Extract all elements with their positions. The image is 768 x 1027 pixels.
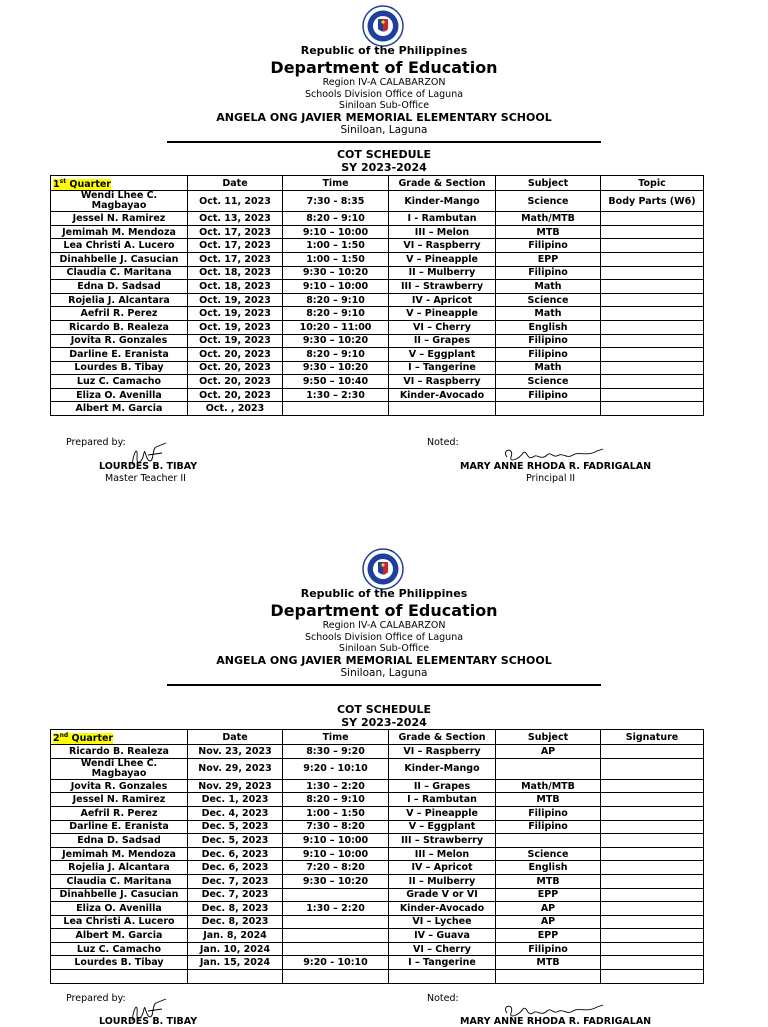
deped-seal-icon [362, 548, 404, 590]
grade-section-cell: V – Pineapple [389, 806, 496, 820]
date-cell: Oct. 17, 2023 [188, 239, 283, 253]
schedule-title: COT SCHEDULE [336, 148, 432, 161]
extra-cell [601, 915, 704, 929]
date-cell: Oct. 18, 2023 [188, 266, 283, 280]
subject-cell: EPP [496, 252, 601, 266]
time-cell: 8:20 – 9:10 [283, 307, 389, 321]
date-cell: Dec. 7, 2023 [188, 888, 283, 902]
subject-cell: Science [496, 847, 601, 861]
subject-cell: Filipino [496, 942, 601, 956]
teacher-cell: Rojelia J. Alcantara [51, 293, 188, 307]
subject-cell: MTB [496, 225, 601, 239]
grade-section-cell: V – Pineapple [389, 307, 496, 321]
grade-section-cell: III – Strawberry [389, 834, 496, 848]
date-cell: Oct. 20, 2023 [188, 375, 283, 389]
header-topic: Topic [601, 176, 704, 191]
schedule-table-q2 [50, 729, 704, 984]
subject-cell: AP [496, 902, 601, 916]
extra-cell [601, 745, 704, 759]
subject-cell: MTB [496, 874, 601, 888]
time-cell: 9:30 – 10:20 [283, 361, 389, 375]
department-title: Department of Education [270, 58, 498, 77]
date-cell: Oct. 17, 2023 [188, 225, 283, 239]
subject-cell: Science [496, 375, 601, 389]
header-grade-section: Grade & Section [389, 730, 496, 745]
table-row [51, 793, 704, 807]
grade-section-cell: VI – Raspberry [389, 375, 496, 389]
date-cell: Dec. 4, 2023 [188, 806, 283, 820]
school-year: SY 2023-2024 [341, 161, 427, 174]
table-row [51, 820, 704, 834]
date-cell: Jan. 15, 2024 [188, 956, 283, 970]
time-cell: 8:20 – 9:10 [283, 293, 389, 307]
grade-section-cell: Kinder-Mango [389, 758, 496, 779]
time-cell: 10:20 – 11:00 [283, 320, 389, 334]
date-cell: Oct. 19, 2023 [188, 293, 283, 307]
date-cell: Oct. 18, 2023 [188, 280, 283, 294]
time-cell: 9:30 – 10:20 [283, 334, 389, 348]
extra-cell [601, 929, 704, 943]
time-cell: 1:00 – 1:50 [283, 252, 389, 266]
subject-cell: EPP [496, 888, 601, 902]
grade-section-cell: V – Pineapple [389, 252, 496, 266]
subject-cell [496, 834, 601, 848]
extra-cell [601, 820, 704, 834]
time-cell: 1:00 – 1:50 [283, 239, 389, 253]
date-cell: Dec. 5, 2023 [188, 834, 283, 848]
quarter-label: 2nd Quarter [51, 730, 188, 745]
time-cell: 8:20 – 9:10 [283, 348, 389, 362]
date-cell: Oct. 17, 2023 [188, 252, 283, 266]
table-row [51, 834, 704, 848]
extra-cell [601, 779, 704, 793]
date-cell: Oct. 20, 2023 [188, 388, 283, 402]
subject-cell: EPP [496, 929, 601, 943]
date-cell: Nov. 29, 2023 [188, 779, 283, 793]
teacher-cell: Wendi Lhee C. Magbayao [51, 191, 188, 212]
subject-cell: Filipino [496, 388, 601, 402]
time-cell [283, 915, 389, 929]
subject-cell: Math [496, 280, 601, 294]
teacher-cell: Lea Christi A. Lucero [51, 239, 188, 253]
grade-section-cell: Kinder-Avocado [389, 388, 496, 402]
time-cell: 9:10 – 10:00 [283, 225, 389, 239]
header-time: Time [283, 730, 389, 745]
table-row [51, 915, 704, 929]
grade-section-cell: VI – Cherry [389, 942, 496, 956]
time-cell: 1:30 – 2:30 [283, 388, 389, 402]
grade-section-cell: Kinder-Mango [389, 191, 496, 212]
grade-section-cell: II – Grapes [389, 779, 496, 793]
header-subject: Subject [496, 176, 601, 191]
republic-line: Republic of the Philippines [300, 587, 468, 600]
table-row [51, 888, 704, 902]
time-cell [283, 970, 389, 984]
teacher-cell: Claudia C. Maritana [51, 874, 188, 888]
grade-section-cell: IV - Apricot [389, 293, 496, 307]
grade-section-cell: VI – Raspberry [389, 239, 496, 253]
date-cell: Dec. 1, 2023 [188, 793, 283, 807]
school-town: Siniloan, Laguna [340, 667, 428, 679]
header-rule [167, 684, 601, 686]
date-cell: Oct. 11, 2023 [188, 191, 283, 212]
grade-section-cell: III – Strawberry [389, 280, 496, 294]
table-row [51, 758, 704, 779]
time-cell: 9:30 – 10:20 [283, 266, 389, 280]
table-row [51, 847, 704, 861]
date-cell: Nov. 29, 2023 [188, 758, 283, 779]
date-cell: Oct. 19, 2023 [188, 320, 283, 334]
header-grade-section: Grade & Section [389, 176, 496, 191]
teacher-cell [51, 970, 188, 984]
quarter-label: 1st Quarter [51, 176, 188, 191]
subject-cell: Filipino [496, 334, 601, 348]
prepared-label: Prepared by: [66, 437, 126, 448]
grade-section-cell: IV – Guava [389, 929, 496, 943]
teacher-cell: Claudia C. Maritana [51, 266, 188, 280]
time-cell: 7:30 - 8:35 [283, 191, 389, 212]
date-cell: Dec. 6, 2023 [188, 847, 283, 861]
date-cell: Dec. 8, 2023 [188, 915, 283, 929]
time-cell: 9:20 - 10:10 [283, 758, 389, 779]
noted-name: MARY ANNE RHODA R. FADRIGALAN [460, 461, 652, 472]
time-cell: 1:30 – 2:20 [283, 902, 389, 916]
table-row [51, 929, 704, 943]
table-row [51, 806, 704, 820]
grade-section-cell: I - Rambutan [389, 212, 496, 226]
date-cell: Dec. 5, 2023 [188, 820, 283, 834]
header-time: Time [283, 176, 389, 191]
table-row [51, 874, 704, 888]
subject-cell: English [496, 861, 601, 875]
date-cell: Oct. 20, 2023 [188, 348, 283, 362]
grade-section-cell: II – Mulberry [389, 874, 496, 888]
time-cell [283, 888, 389, 902]
subject-cell: Filipino [496, 806, 601, 820]
grade-section-cell: II – Mulberry [389, 266, 496, 280]
extra-cell [601, 970, 704, 984]
time-cell: 8:20 – 9:10 [283, 212, 389, 226]
grade-section-cell: VI – Cherry [389, 320, 496, 334]
subject-cell [496, 758, 601, 779]
time-cell: 9:10 – 10:00 [283, 834, 389, 848]
school-year: SY 2023-2024 [341, 716, 427, 729]
extra-cell [601, 956, 704, 970]
grade-section-cell: Kinder-Avocado [389, 902, 496, 916]
school-town: Siniloan, Laguna [340, 124, 428, 136]
date-cell: Oct. 19, 2023 [188, 334, 283, 348]
teacher-cell: Lourdes B. Tibay [51, 956, 188, 970]
grade-section-cell: III – Melon [389, 847, 496, 861]
teacher-cell: Darline E. Eranista [51, 820, 188, 834]
time-cell: 9:10 – 10:00 [283, 847, 389, 861]
extra-cell [601, 793, 704, 807]
prepared-name: LOURDES B. TIBAY [99, 461, 198, 472]
time-cell: 9:50 – 10:40 [283, 375, 389, 389]
teacher-cell: Jessel N. Ramirez [51, 793, 188, 807]
grade-section-cell: IV – Apricot [389, 861, 496, 875]
noted-label: Noted: [427, 437, 459, 448]
grade-section-cell: V – Eggplant [389, 820, 496, 834]
time-cell [283, 929, 389, 943]
teacher-cell: Albert M. Garcia [51, 929, 188, 943]
teacher-cell: Eliza O. Avenilla [51, 388, 188, 402]
teacher-cell: Darline E. Eranista [51, 348, 188, 362]
grade-section-cell: I – Tangerine [389, 361, 496, 375]
extra-cell [601, 834, 704, 848]
date-cell: Dec. 8, 2023 [188, 902, 283, 916]
subject-cell: Filipino [496, 239, 601, 253]
extra-cell [601, 806, 704, 820]
time-cell: 9:30 – 10:20 [283, 874, 389, 888]
grade-section-cell: I – Tangerine [389, 956, 496, 970]
table-row [51, 956, 704, 970]
teacher-cell: Lea Christi A. Lucero [51, 915, 188, 929]
table-row [51, 779, 704, 793]
table-row [51, 970, 704, 984]
teacher-cell: Luz C. Camacho [51, 375, 188, 389]
division-line: Schools Division Office of Laguna [304, 89, 464, 100]
region-line: Region IV-A CALABARZON [322, 77, 446, 88]
teacher-cell: Albert M. Garcia [51, 402, 188, 416]
time-cell: 1:30 – 2:20 [283, 779, 389, 793]
date-cell [188, 970, 283, 984]
subject-cell: Filipino [496, 266, 601, 280]
teacher-cell: Jemimah M. Mendoza [51, 225, 188, 239]
extra-cell [601, 874, 704, 888]
teacher-cell: Aefril R. Perez [51, 806, 188, 820]
teacher-cell: Wendi Lhee C. Magbayao [51, 758, 188, 779]
table-row [51, 861, 704, 875]
teacher-cell: Rojelia J. Alcantara [51, 861, 188, 875]
prepared-title: Master Teacher II [105, 473, 186, 484]
teacher-cell: Edna D. Sadsad [51, 280, 188, 294]
republic-line: Republic of the Philippines [300, 44, 468, 57]
grade-section-cell: V – Eggplant [389, 348, 496, 362]
header-signature: Signature [601, 730, 704, 745]
subject-cell: Math [496, 307, 601, 321]
extra-cell [601, 861, 704, 875]
region-line: Region IV-A CALABARZON [322, 620, 446, 631]
schedule-title: COT SCHEDULE [336, 703, 432, 716]
prepared-label: Prepared by: [66, 993, 126, 1004]
extra-cell [601, 758, 704, 779]
noted-title: Principal II [526, 473, 576, 484]
subject-cell: English [496, 320, 601, 334]
subject-cell: Science [496, 191, 601, 212]
date-cell: Dec. 6, 2023 [188, 861, 283, 875]
prepared-name: LOURDES B. TIBAY [99, 1016, 198, 1027]
teacher-cell: Eliza O. Avenilla [51, 902, 188, 916]
header-subject: Subject [496, 730, 601, 745]
date-cell: Oct. , 2023 [188, 402, 283, 416]
subject-cell: Filipino [496, 348, 601, 362]
time-cell: 8:30 – 9:20 [283, 745, 389, 759]
teacher-cell: Jovita R. Gonzales [51, 779, 188, 793]
subject-cell: AP [496, 745, 601, 759]
grade-section-cell: I – Rambutan [389, 793, 496, 807]
table-row [51, 745, 704, 759]
header-date: Date [188, 176, 283, 191]
date-cell: Oct. 13, 2023 [188, 212, 283, 226]
grade-section-cell: II – Grapes [389, 334, 496, 348]
date-cell: Dec. 7, 2023 [188, 874, 283, 888]
header-date: Date [188, 730, 283, 745]
extra-cell [601, 942, 704, 956]
date-cell: Oct. 19, 2023 [188, 307, 283, 321]
subject-cell: MTB [496, 793, 601, 807]
date-cell: Nov. 23, 2023 [188, 745, 283, 759]
noted-label: Noted: [427, 993, 459, 1004]
date-cell: Oct. 20, 2023 [188, 361, 283, 375]
subject-cell: Math [496, 361, 601, 375]
subject-cell: MTB [496, 956, 601, 970]
time-cell: 8:20 – 9:10 [283, 793, 389, 807]
teacher-cell: Lourdes B. Tibay [51, 361, 188, 375]
extra-cell [601, 847, 704, 861]
time-cell [283, 942, 389, 956]
subject-cell: Science [496, 293, 601, 307]
grade-section-cell [389, 970, 496, 984]
department-title: Department of Education [270, 601, 498, 620]
suboffice-line: Siniloan Sub-Office [338, 100, 430, 111]
teacher-cell: Jemimah M. Mendoza [51, 847, 188, 861]
teacher-cell: Jessel N. Ramirez [51, 212, 188, 226]
grade-section-cell: VI – Lychee [389, 915, 496, 929]
time-cell: 7:30 – 8:20 [283, 820, 389, 834]
subject-cell [496, 970, 601, 984]
table-row [51, 902, 704, 916]
subject-cell: Math/MTB [496, 212, 601, 226]
time-cell: 1:00 – 1:50 [283, 806, 389, 820]
school-name: ANGELA ONG JAVIER MEMORIAL ELEMENTARY SCHOOL [216, 654, 552, 667]
division-line: Schools Division Office of Laguna [304, 632, 464, 643]
subject-cell: Filipino [496, 820, 601, 834]
extra-cell [601, 902, 704, 916]
teacher-cell: Aefril R. Perez [51, 307, 188, 321]
date-cell: Jan. 10, 2024 [188, 942, 283, 956]
extra-cell: Body Parts (W6) [601, 191, 704, 212]
table-header-row [51, 730, 704, 745]
suboffice-line: Siniloan Sub-Office [338, 643, 430, 654]
teacher-cell: Dinahbelle J. Casucian [51, 888, 188, 902]
subject-cell: AP [496, 915, 601, 929]
time-cell: 7:20 – 8:20 [283, 861, 389, 875]
teacher-cell: Dinahbelle J. Casucian [51, 252, 188, 266]
date-cell: Jan. 8, 2024 [188, 929, 283, 943]
grade-section-cell: III – Melon [389, 225, 496, 239]
teacher-cell: Jovita R. Gonzales [51, 334, 188, 348]
time-cell: 9:20 - 10:10 [283, 956, 389, 970]
teacher-cell: Edna D. Sadsad [51, 834, 188, 848]
grade-section-cell: Grade V or VI [389, 888, 496, 902]
time-cell: 9:10 – 10:00 [283, 280, 389, 294]
teacher-cell: Ricardo B. Realeza [51, 745, 188, 759]
subject-cell: Math/MTB [496, 779, 601, 793]
grade-section-cell: VI – Raspberry [389, 745, 496, 759]
teacher-cell: Ricardo B. Realeza [51, 320, 188, 334]
teacher-cell: Luz C. Camacho [51, 942, 188, 956]
table-row [51, 942, 704, 956]
school-name: ANGELA ONG JAVIER MEMORIAL ELEMENTARY SCHOOL [216, 111, 552, 124]
extra-cell [601, 888, 704, 902]
noted-name: MARY ANNE RHODA R. FADRIGALAN [460, 1016, 652, 1027]
